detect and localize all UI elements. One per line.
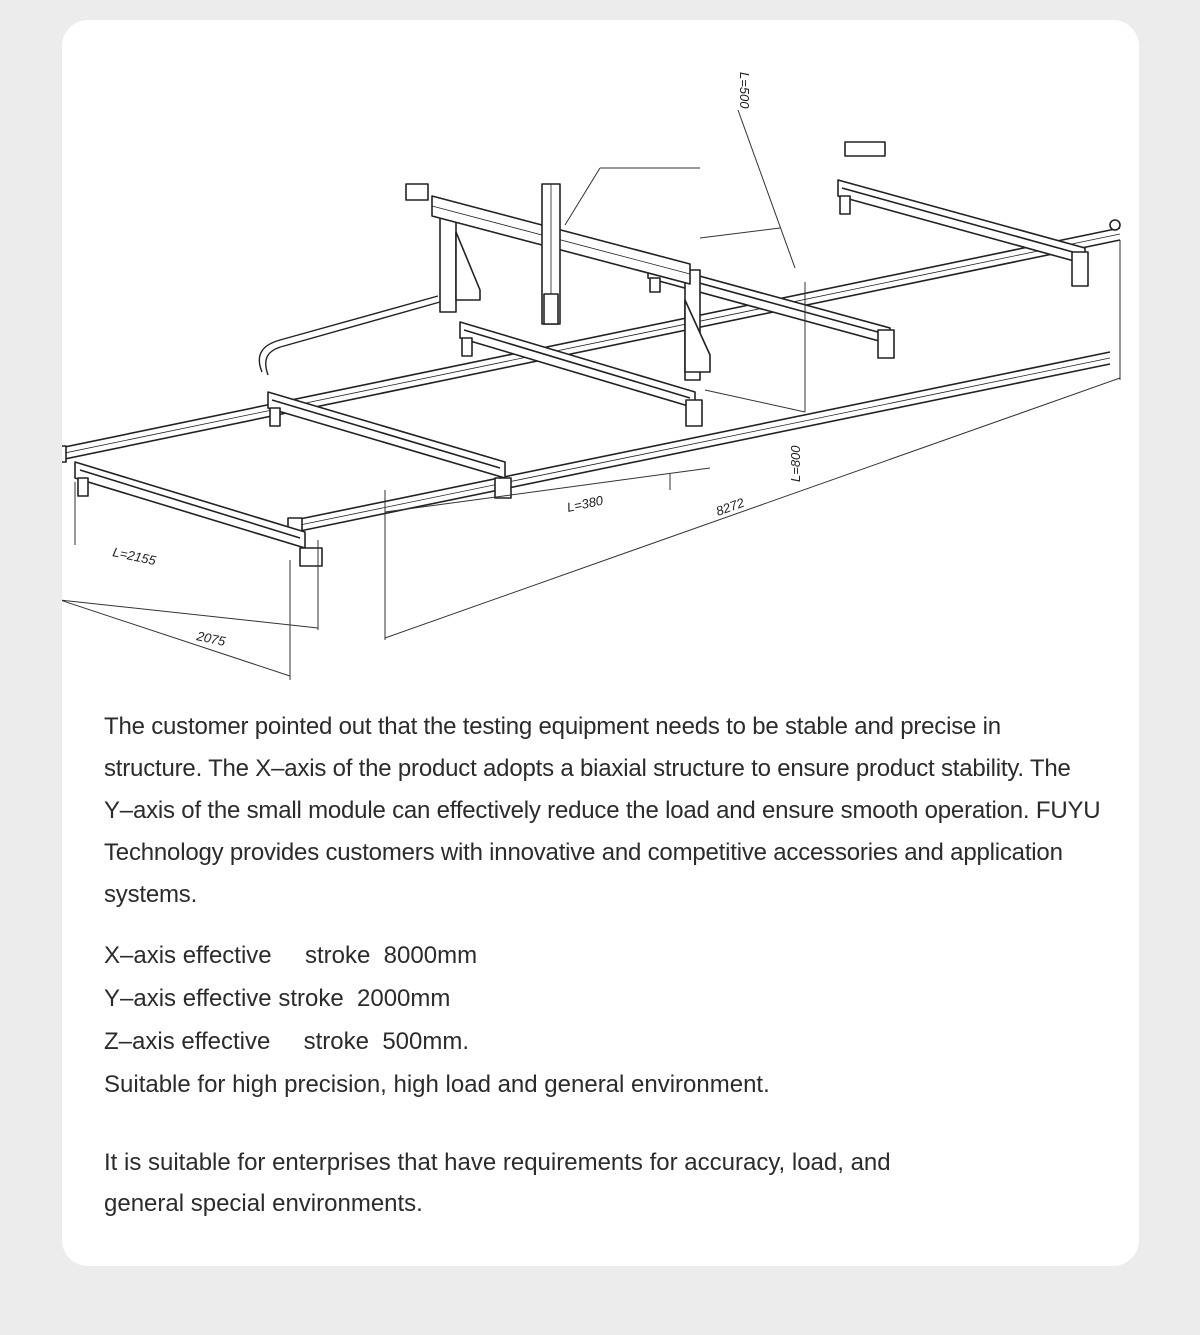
description-paragraph: The customer pointed out that the testing equipment needs to be stable and precise in structure. The X–axis of the product adopts a biaxial structure to ensure product stability. The Y–axis of the small module can effectively reduce the load and ensure smooth operation. FUYU Technology provides customers with innovative and competitive accessories and application systems.	[104, 713, 1101, 908]
note-text: It is suitable for enterprises that have requirements for accuracy, load, and general special environments.	[104, 1149, 891, 1217]
x-axis-motor	[845, 142, 885, 156]
product-description	[104, 706, 1104, 916]
suitability-note	[104, 1142, 904, 1224]
dim-y-length: L=2155	[111, 544, 158, 569]
dim-height: L=800	[788, 445, 803, 482]
spec-y-axis: Y–axis effective stroke 2000mm	[104, 985, 451, 1012]
spec-x-axis: X–axis effective stroke 8000mm	[104, 942, 478, 969]
z-axis-module	[542, 184, 560, 324]
content-card	[62, 20, 1139, 1266]
dim-z-length: L=500	[737, 72, 752, 109]
gantry-technical-drawing	[62, 20, 1139, 700]
front-x-rail	[62, 228, 1120, 462]
spec-z-axis: Z–axis effective stroke 500mm.	[104, 1028, 470, 1055]
spec-list	[104, 934, 770, 1106]
dim-base-length: L=380	[565, 492, 605, 515]
spec-environment: Suitable for high precision, high load and general environment.	[104, 1071, 770, 1098]
dim-x-total: 8272	[713, 494, 747, 519]
dim-y-width: 2075	[195, 628, 227, 649]
gantry-drawing-svg	[62, 20, 1139, 700]
cable-chain	[259, 296, 438, 372]
